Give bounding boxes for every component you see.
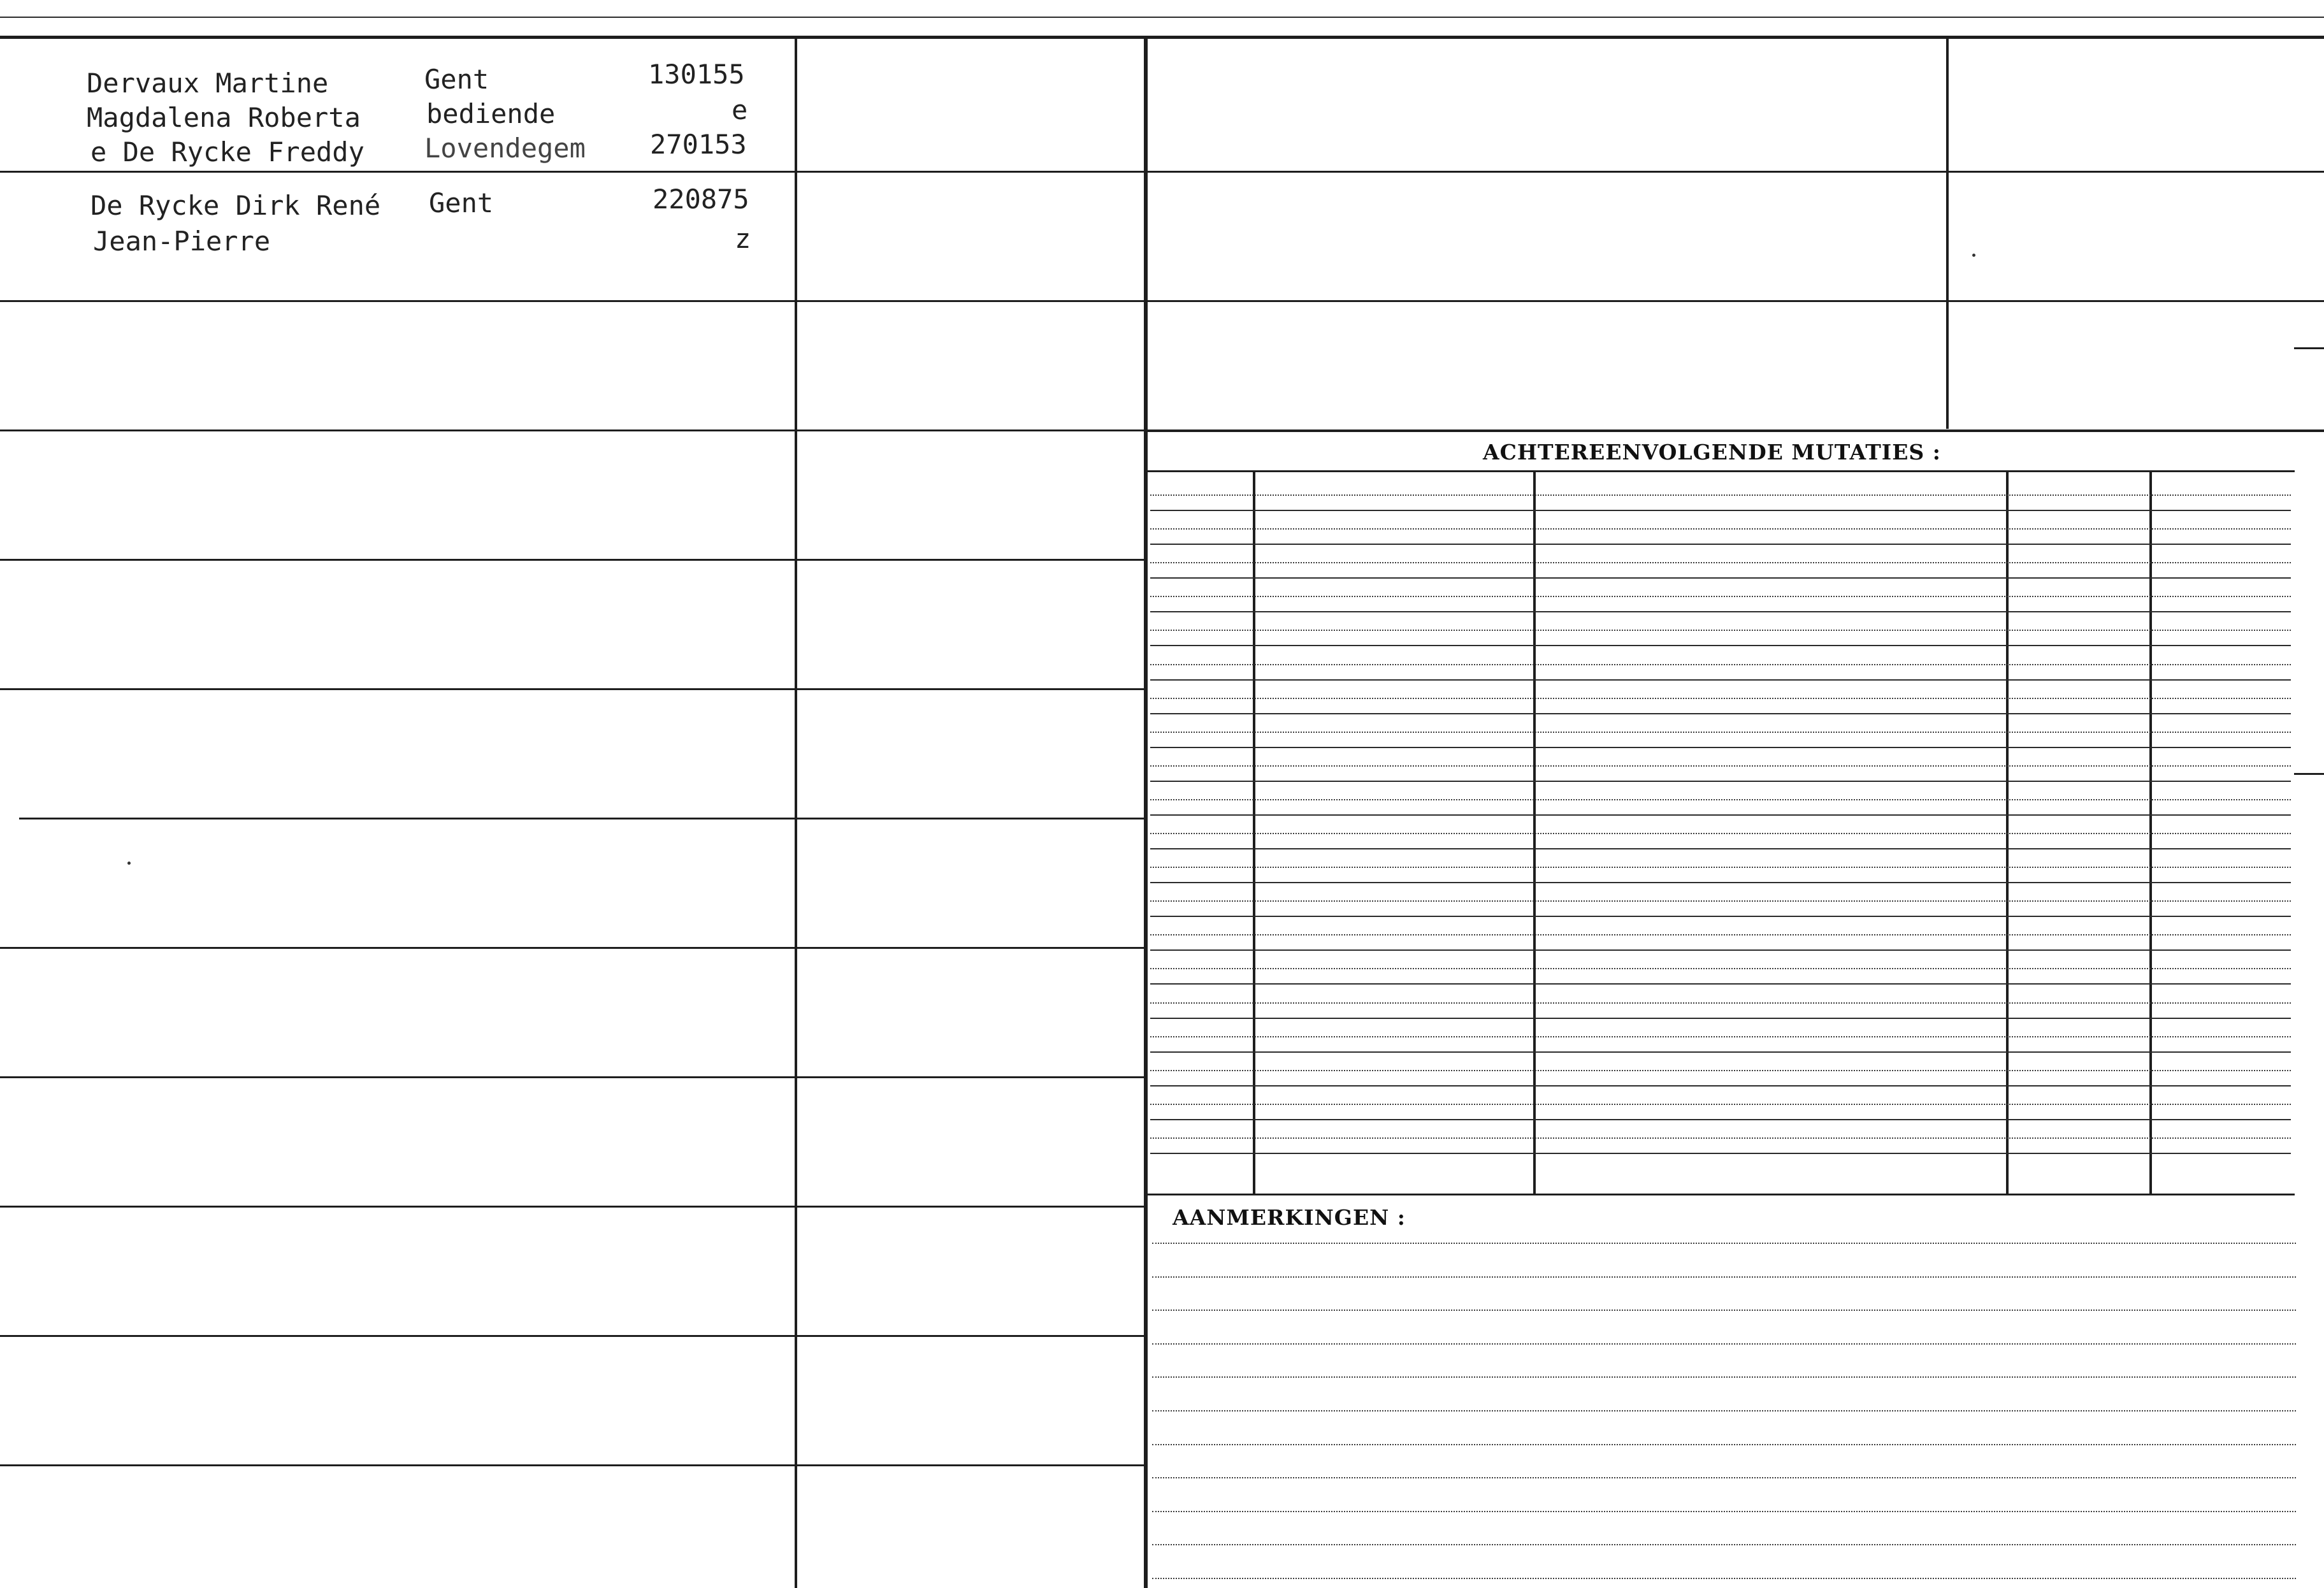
- remarks-title: AANMERKINGEN :: [1173, 1205, 1406, 1230]
- mutations-row-dotted: [1150, 1036, 2291, 1037]
- mutations-row-dotted: [1150, 664, 2291, 665]
- mutations-row-dotted: [1150, 732, 2291, 733]
- mutations-row-rule: [1150, 882, 2291, 883]
- mutations-row-rule: [1150, 814, 2291, 816]
- mutations-row-rule: [1150, 645, 2291, 646]
- remarks-dotted-line: [1152, 1511, 2296, 1512]
- row-rule-10: [0, 1335, 1145, 1337]
- record-code-line: 220875: [653, 184, 749, 215]
- mutations-title: ACHTEREENVOLGENDE MUTATIES :: [1483, 440, 1941, 465]
- mutations-row-rule: [1150, 1051, 2291, 1053]
- row-rule-7: [0, 947, 1145, 949]
- mutations-row-rule: [1150, 781, 2291, 782]
- record-place-line: Gent: [424, 64, 489, 95]
- mutations-row-dotted: [1150, 1137, 2291, 1139]
- record-name-line: De Rycke Dirk René: [90, 190, 381, 221]
- remarks-dotted-line: [1152, 1276, 2296, 1278]
- mutations-row-dotted: [1150, 596, 2291, 597]
- row-rule-2: [0, 300, 1145, 302]
- mutations-row-dotted: [1150, 833, 2291, 834]
- mutations-row-dotted: [1150, 494, 2291, 496]
- record-name-line: Jean-Pierre: [93, 226, 271, 257]
- record-place-line: Gent: [429, 187, 494, 219]
- record-code-line: 270153: [650, 129, 747, 160]
- mutations-header-rule: [1148, 470, 2295, 472]
- edge-mark: [2294, 773, 2324, 775]
- mutations-row-dotted: [1150, 630, 2291, 631]
- record-code-line: 130155: [648, 59, 745, 90]
- right-box-rule-2: [1148, 300, 2324, 302]
- center-divider: [1144, 39, 1148, 1588]
- remarks-dotted-line: [1152, 1578, 2296, 1579]
- mutations-row-dotted: [1150, 765, 2291, 767]
- row-rule-5: [0, 688, 1145, 690]
- row-rule-8: [0, 1076, 1145, 1078]
- right-box-rule-3: [1148, 429, 2324, 432]
- mutations-row-dotted: [1150, 934, 2291, 935]
- row-rule-3: [0, 429, 1145, 431]
- mutations-row-dotted: [1150, 867, 2291, 868]
- mutations-row-dotted: [1150, 1002, 2291, 1004]
- mutations-row-dotted: [1150, 799, 2291, 800]
- mutations-row-rule: [1150, 1085, 2291, 1086]
- remarks-dotted-line: [1152, 1343, 2296, 1345]
- mutations-row-dotted: [1150, 562, 2291, 563]
- mutations-row-rule: [1150, 713, 2291, 714]
- mutations-row-rule: [1150, 1018, 2291, 1019]
- remarks-dotted-line: [1152, 1310, 2296, 1311]
- mutations-row-rule: [1150, 510, 2291, 511]
- mutations-row-rule: [1150, 983, 2291, 985]
- record-name-line: Dervaux Martine: [87, 68, 329, 99]
- row-rule-1: [0, 171, 1145, 173]
- remarks-dotted-line: [1152, 1410, 2296, 1411]
- mutations-row-rule: [1150, 611, 2291, 612]
- remarks-dotted-line: [1152, 1477, 2296, 1478]
- mutations-row-rule: [1150, 1153, 2291, 1154]
- row-rule-6: [19, 818, 1145, 819]
- mutations-row-rule: [1150, 577, 2291, 579]
- record-code-line: e: [732, 94, 748, 126]
- row-rule-11: [0, 1464, 1145, 1466]
- mutations-row-dotted: [1150, 698, 2291, 699]
- mutations-row-dotted: [1150, 1104, 2291, 1105]
- right-box-rule-1: [1148, 171, 2324, 173]
- remarks-dotted-line: [1152, 1376, 2296, 1378]
- record-place-line: Lovendegem: [424, 133, 586, 164]
- record-name-line: e De Rycke Freddy: [90, 136, 364, 168]
- remarks-dotted-line: [1152, 1544, 2296, 1545]
- mutations-row-rule: [1150, 949, 2291, 951]
- left-grid-divider: [795, 39, 797, 1588]
- speck: [1972, 254, 1975, 257]
- remarks-dotted-line: [1152, 1444, 2296, 1445]
- mutations-row-rule: [1150, 747, 2291, 748]
- mutations-row-rule: [1150, 544, 2291, 545]
- mutations-row-rule: [1150, 916, 2291, 917]
- mutations-row-dotted: [1150, 900, 2291, 902]
- mutations-row-rule: [1150, 1119, 2291, 1120]
- top-margin-band: [0, 0, 2324, 37]
- row-rule-4: [0, 559, 1145, 561]
- top-border-rule: [0, 36, 2324, 39]
- top-dash-rule: [0, 17, 2324, 18]
- record-name-line: Magdalena Roberta: [87, 102, 361, 133]
- right-box-divider: [1946, 39, 1949, 429]
- edge-mark: [2294, 347, 2324, 349]
- remarks-dotted-line: [1152, 1243, 2296, 1244]
- record-place-line: bediende: [426, 98, 556, 129]
- mutations-row-dotted: [1150, 528, 2291, 530]
- speck: [127, 862, 131, 865]
- row-rule-9: [0, 1206, 1145, 1208]
- mutations-row-dotted: [1150, 1070, 2291, 1071]
- record-code-line: z: [735, 223, 751, 254]
- mutations-bottom-rule: [1148, 1194, 2295, 1195]
- mutations-row-rule: [1150, 679, 2291, 681]
- mutations-row-dotted: [1150, 968, 2291, 969]
- mutations-row-rule: [1150, 848, 2291, 849]
